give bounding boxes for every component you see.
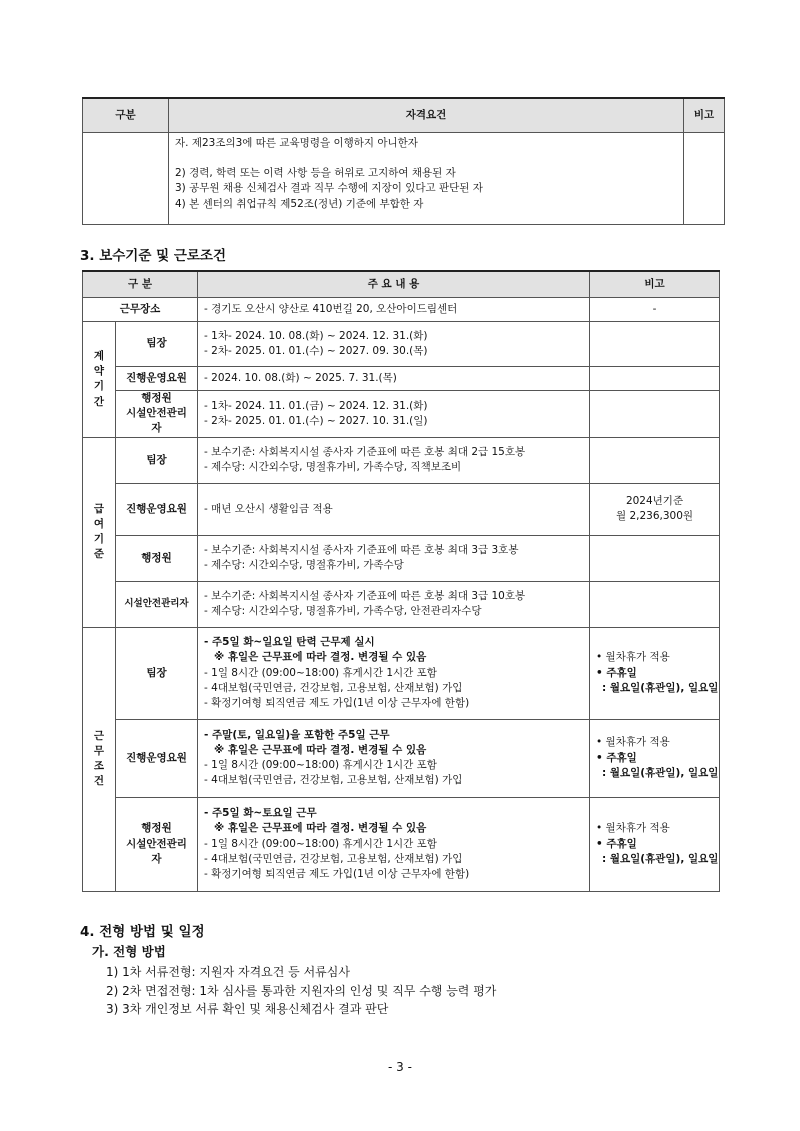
category-cell bbox=[83, 133, 169, 225]
salary-ops-staff-note bbox=[590, 483, 720, 535]
content-line: - 2024. 10. 08.(화) ~ 2025. 7. 31.(목) bbox=[204, 371, 397, 384]
content-line: - 주5일 화~일요일 탄력 근무제 실시 bbox=[204, 636, 375, 649]
content-line: - 주5일 화~토요일 근무 bbox=[204, 807, 317, 820]
content-line: - 1차- 2024. 10. 08.(화) ~ 2024. 12. 31.(화) bbox=[204, 329, 428, 342]
admin-label-line1: 행정원 bbox=[141, 822, 172, 835]
contract-label-line2: 기간 bbox=[93, 380, 105, 408]
work-ops-staff-label: 진행운영요원 bbox=[116, 719, 198, 797]
note-line: • 주휴일 bbox=[596, 751, 637, 764]
content-line: - 1차- 2024. 11. 01.(금) ~ 2024. 12. 31.(화) bbox=[204, 399, 428, 412]
salary-ops-staff-content bbox=[198, 483, 590, 535]
content-line: - 제수당: 시간외수당, 명절휴가비, 가족수당 bbox=[204, 559, 404, 572]
col-header-requirements: 자격요건 bbox=[169, 98, 684, 133]
work-label-line1: 근무 bbox=[93, 729, 105, 757]
qualification-table bbox=[82, 97, 725, 225]
contract-admin-content bbox=[198, 391, 590, 438]
contract-team-lead-content bbox=[198, 322, 590, 367]
work-admin-label bbox=[116, 797, 198, 891]
note-line: 2024년기준 bbox=[625, 494, 684, 507]
salary-label-line1: 급여 bbox=[93, 502, 105, 530]
work-ops-staff-note bbox=[590, 719, 720, 797]
work-admin-note bbox=[590, 797, 720, 891]
content-line: - 보수기준: 사회복지시설 종사자 기준표에 따른 호봉 최대 2급 15호봉 bbox=[204, 445, 526, 458]
requirement-line: 4) 본 센터의 취업규칙 제52조(정년) 기준에 부합한 자 bbox=[175, 197, 424, 210]
salary-ops-staff-label: 진행운영요원 bbox=[116, 483, 198, 535]
content-line: - 2차- 2025. 01. 01.(수) ~ 2027. 10. 31.(일) bbox=[204, 414, 428, 427]
note-cell bbox=[590, 391, 720, 438]
col-header-content: 주 요 내 용 bbox=[198, 271, 590, 298]
content-line: - 2차- 2025. 01. 01.(수) ~ 2027. 09. 30.(목) bbox=[204, 345, 428, 357]
work-team-lead-note bbox=[590, 627, 720, 719]
contract-period-label bbox=[83, 322, 116, 438]
col-header-note: 비고 bbox=[590, 271, 720, 298]
content-line: - 1일 8시간 (09:00~18:00) 휴게시간 1시간 포함 bbox=[204, 666, 437, 679]
salary-conditions-table bbox=[82, 270, 720, 892]
work-admin-content bbox=[198, 797, 590, 891]
work-team-lead-content bbox=[198, 627, 590, 719]
content-line: - 4대보험(국민연금, 건강보험, 고용보험, 산재보험) 가입 bbox=[204, 774, 463, 787]
salary-team-lead-label: 팀장 bbox=[116, 437, 198, 483]
content-line: - 1일 8시간 (09:00~18:00) 휴게시간 1시간 포함 bbox=[204, 837, 437, 850]
col-header-category: 구 분 bbox=[83, 271, 198, 298]
work-team-lead-label: 팀장 bbox=[116, 627, 198, 719]
contract-admin-label bbox=[116, 391, 198, 438]
note-line: • 주휴일 bbox=[596, 666, 637, 679]
note-line: : 월요일(휴관일), 일요일 bbox=[602, 766, 719, 779]
admin-label-line2: 시설안전관리자 bbox=[126, 837, 187, 865]
salary-team-lead-content bbox=[198, 437, 590, 483]
note-cell bbox=[590, 535, 720, 581]
page-number: - 3 - bbox=[388, 1060, 412, 1074]
blank-line bbox=[175, 151, 677, 166]
requirements-cell bbox=[169, 133, 684, 225]
section4-title: 4. 전형 방법 및 일정 bbox=[80, 924, 205, 940]
note-line: • 월차휴가 적용 bbox=[596, 736, 670, 749]
salary-label-line2: 기준 bbox=[93, 533, 105, 561]
requirement-line: 3) 공무원 채용 신체검사 결과 직무 수행에 지장이 있다고 판단된 자 bbox=[175, 182, 483, 195]
note-line: : 월요일(휴관일), 일요일 bbox=[602, 852, 719, 865]
selection-step-3: 3) 3차 개인정보 서류 확인 및 채용신체검사 결과 판단 bbox=[106, 1002, 389, 1016]
note-line: • 월차휴가 적용 bbox=[596, 822, 670, 835]
workplace-note: - bbox=[590, 298, 720, 322]
content-line: ※ 휴일은 근무표에 따라 결정. 변경될 수 있음 bbox=[214, 743, 427, 756]
salary-safety-content bbox=[198, 581, 590, 627]
col-header-note: 비고 bbox=[684, 98, 725, 133]
admin-label-line1: 행정원 bbox=[141, 392, 172, 404]
content-line: - 보수기준: 사회복지시설 종사자 기준표에 따른 호봉 최대 3급 10호봉 bbox=[204, 589, 526, 602]
work-conditions-label bbox=[83, 627, 116, 891]
contract-ops-staff-label: 진행운영요원 bbox=[116, 367, 198, 391]
note-cell bbox=[590, 581, 720, 627]
note-line: : 월요일(휴관일), 일요일 bbox=[602, 681, 719, 694]
content-line: - 주말(토, 일요일)을 포함한 주5일 근무 bbox=[204, 728, 390, 741]
content-line: ※ 휴일은 근무표에 따라 결정. 변경될 수 있음 bbox=[214, 822, 427, 835]
selection-step-2: 2) 2차 면접전형: 1차 심사를 통과한 지원자의 인성 및 직무 수행 능력 평가 bbox=[106, 984, 497, 998]
selection-step-1: 1) 1차 서류전형: 지원자 자격요건 등 서류심사 bbox=[106, 965, 350, 979]
note-line: • 주휴일 bbox=[596, 837, 637, 850]
content-line: - 4대보험(국민연금, 건강보험, 고용보험, 산재보험) 가입 bbox=[204, 681, 463, 694]
salary-admin-content bbox=[198, 535, 590, 581]
admin-label-line2: 시설안전관리자 bbox=[126, 407, 187, 435]
content-line: - 4대보험(국민연금, 건강보험, 고용보험, 산재보험) 가입 bbox=[204, 852, 463, 865]
workplace-content: - 경기도 오산시 양산로 410번길 20, 오산아이드림센터 bbox=[198, 298, 590, 322]
content-line: - 제수당: 시간외수당, 명절휴가비, 가족수당, 직책보조비 bbox=[204, 461, 462, 474]
requirement-line: 2) 경력, 학력 또는 이력 사항 등을 허위로 고지하여 채용된 자 bbox=[175, 167, 456, 180]
section4-subtitle: 가. 전형 방법 bbox=[92, 944, 166, 959]
content-line: - 1일 8시간 (09:00~18:00) 휴게시간 1시간 포함 bbox=[204, 759, 437, 772]
section3-title: 3. 보수기준 및 근로조건 bbox=[80, 248, 226, 264]
contract-label-line1: 계약 bbox=[93, 349, 105, 378]
contract-team-lead-label: 팀장 bbox=[116, 322, 198, 367]
note-cell bbox=[590, 437, 720, 483]
requirement-line: 자. 제23조의3에 따른 교육명령을 이행하지 아니한자 bbox=[175, 137, 418, 149]
work-ops-staff-content bbox=[198, 719, 590, 797]
note-cell bbox=[590, 322, 720, 367]
salary-admin-label: 행정원 bbox=[116, 535, 198, 581]
note-cell bbox=[684, 133, 725, 225]
note-line: • 월차휴가 적용 bbox=[596, 651, 670, 664]
content-line: ※ 휴일은 근무표에 따라 결정. 변경될 수 있음 bbox=[214, 651, 427, 664]
salary-basis-label bbox=[83, 437, 116, 627]
work-label-line2: 조건 bbox=[93, 760, 105, 788]
content-line: - 보수기준: 사회복지시설 종사자 기준표에 따른 호봉 최대 3급 3호봉 bbox=[204, 543, 519, 556]
workplace-label: 근무장소 bbox=[83, 298, 198, 322]
salary-safety-label: 시설안전관리자 bbox=[116, 581, 198, 627]
col-header-category: 구분 bbox=[83, 98, 169, 133]
content-line: - 매년 오산시 생활임금 적용 bbox=[204, 502, 333, 515]
note-cell bbox=[590, 367, 720, 391]
content-line: - 확정기여형 퇴직연금 제도 가입(1년 이상 근무자에 한함) bbox=[204, 867, 470, 880]
content-line: - 제수당: 시간외수당, 명절휴가비, 가족수당, 안전관리자수당 bbox=[204, 605, 482, 618]
contract-ops-staff-content bbox=[198, 367, 590, 391]
note-line: 월 2,236,300원 bbox=[615, 510, 694, 523]
content-line: - 확정기여형 퇴직연금 제도 가입(1년 이상 근무자에 한함) bbox=[204, 696, 470, 709]
